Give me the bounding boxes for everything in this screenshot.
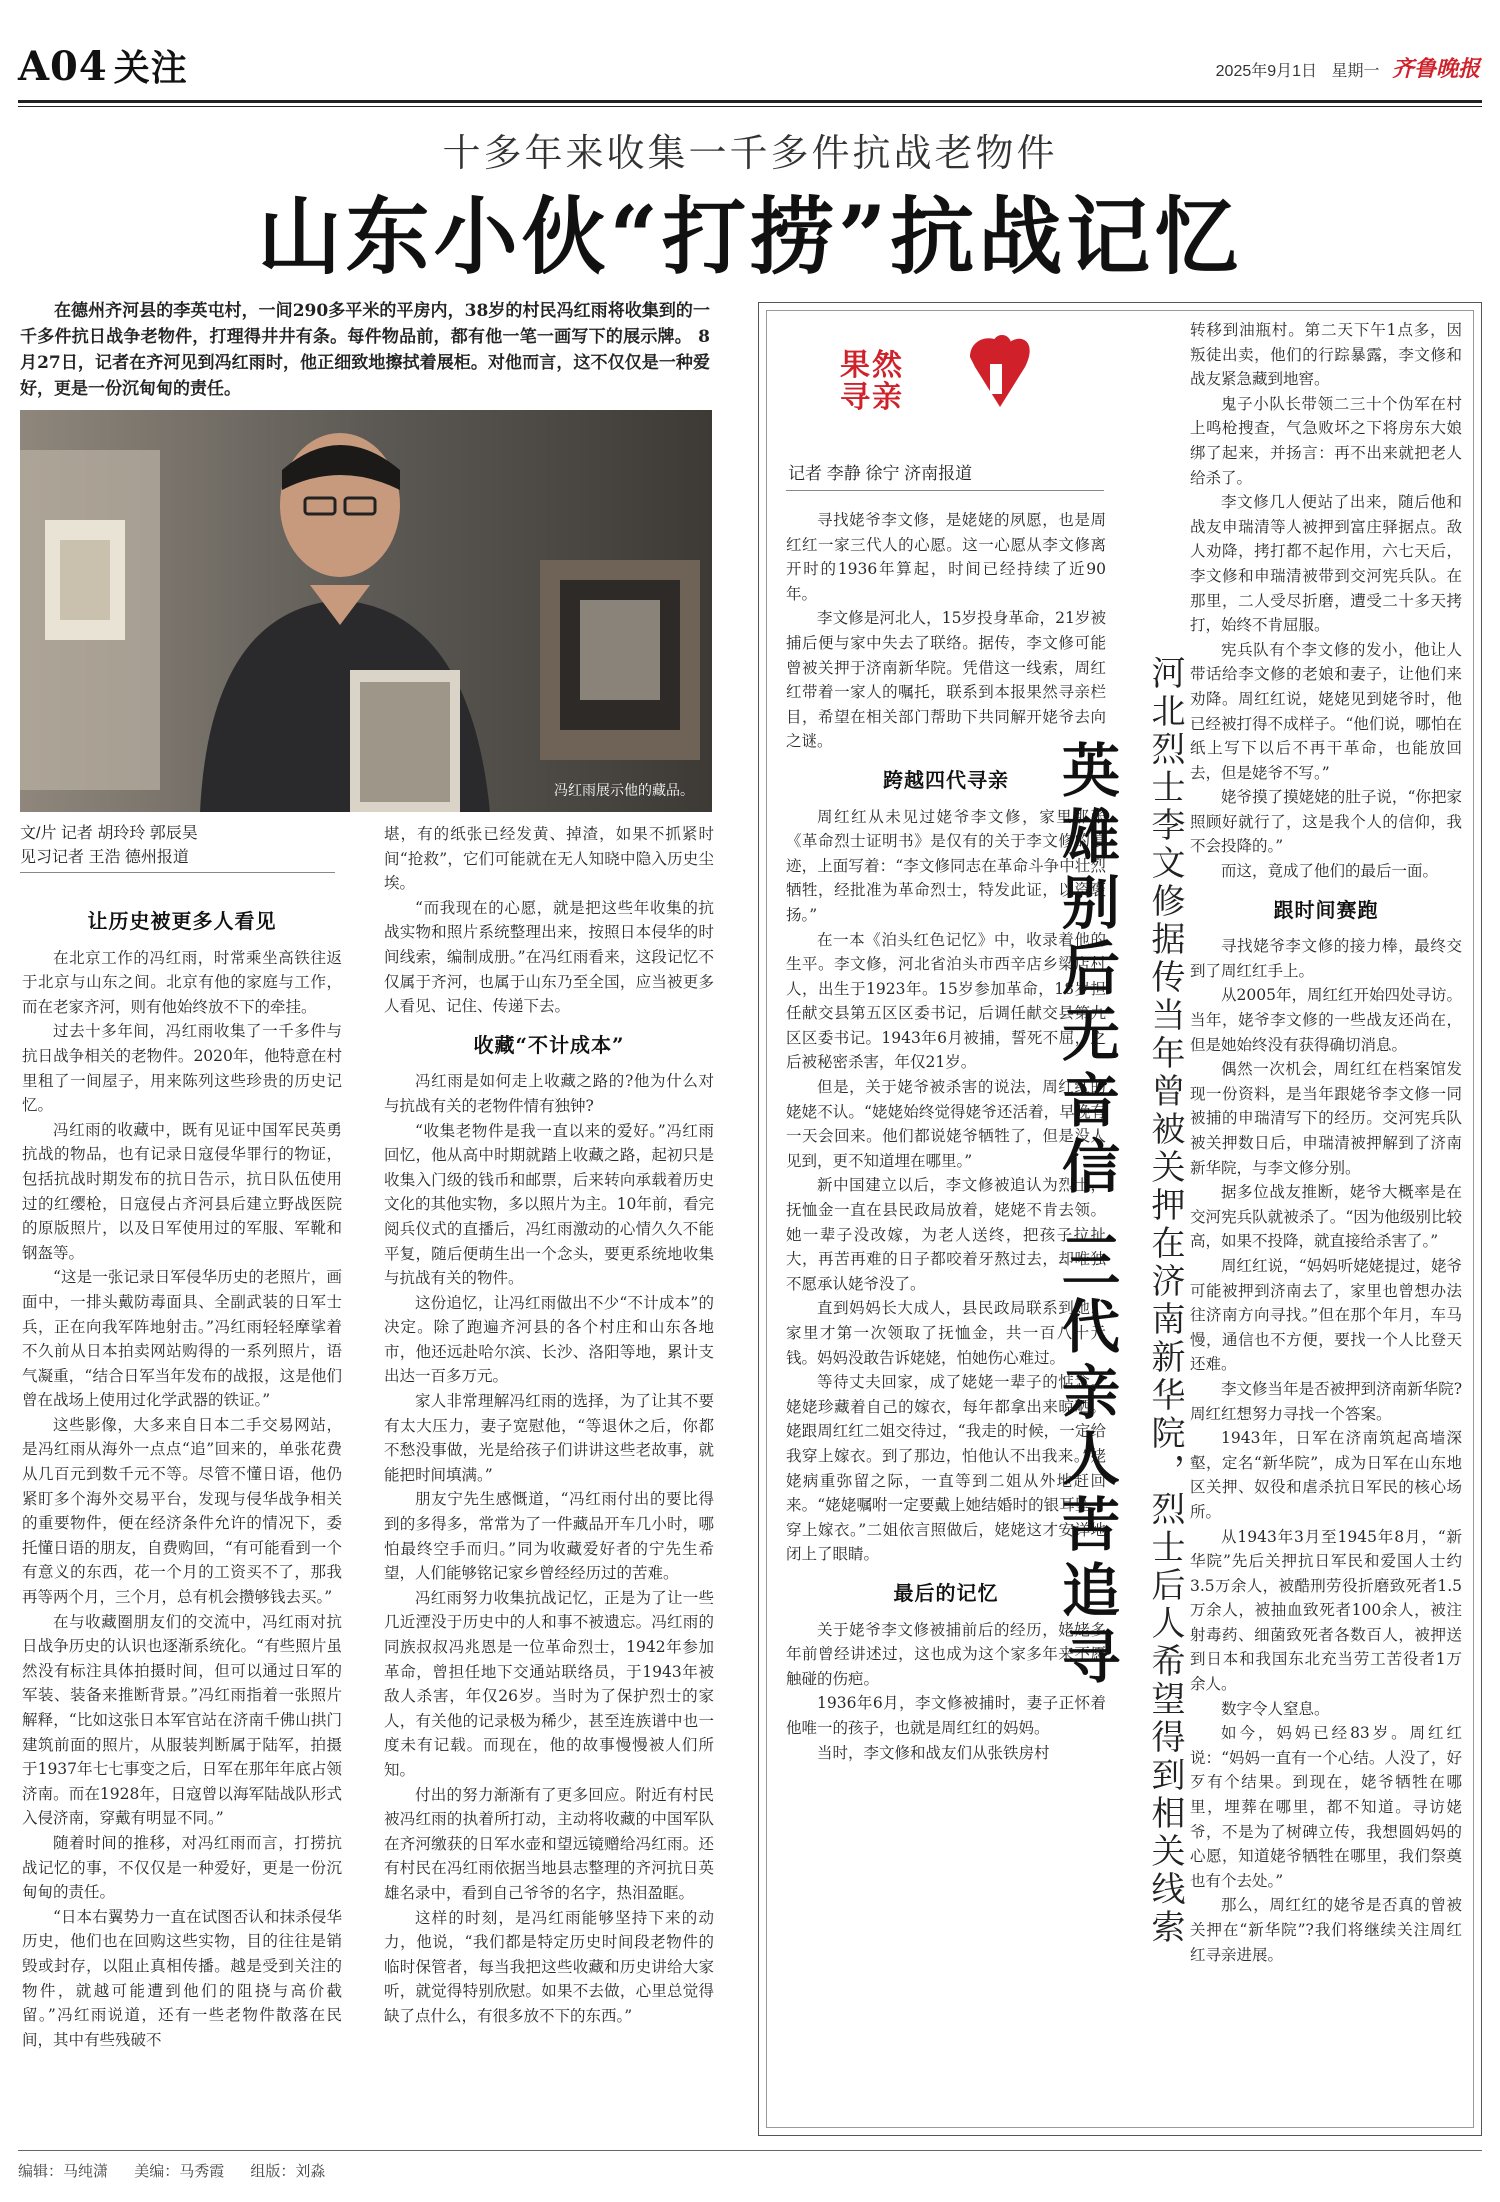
paragraph: “这是一张记录日军侵华历史的老照片，画面中，一排头戴防毒面具、全副武装的日军士兵，正在向我军阵地射击。”冯红雨轻轻摩挲着不久前从日本拍卖网站购得的一系列照片，语气凝重，“结合日军当年发布的战报，这是他们曾在战场上使用过化学武器的铁证。” — [22, 1268, 342, 1410]
photo-caption: 冯红雨展示他的藏品。 — [554, 782, 694, 798]
paragraph: “而我现在的心愿，就是把这些年收集的抗战实物和照片系统整理出来，按照日本侵华的时间线索，编制成册。”在冯红雨看来，这段记忆不仅属于齐河，也属于山东乃至全国，应当被更多人看见、记住、传递下去。 — [384, 898, 714, 1016]
paragraph: 这份追忆，让冯红雨做出不少“不计成本”的决定。除了跑遍齐河县的各个村庄和山东各地市，他还远赴哈尔滨、长沙、洛阳等地，累计支出达一百多万元。 — [384, 1293, 714, 1386]
paragraph: 等待丈夫回家，成了姥姥一辈子的惦念。姥姥珍藏着自己的嫁衣，每年都拿出来晾晒。姥跟周红红二姐交待过，“我走的时候，一定给我穿上嫁衣。到了那边，怕他认不出我来。”姥姥病重弥留之际，一直等到二姐从外地赶回来。“姥姥嘱咐一定要戴上她结婚时的银耳坠，穿上嫁衣。”二姐依言照做后，姥姥这才安详地闭上了眼睛。 — [786, 1373, 1106, 1564]
paragraph: 当时，李文修和战友们从张铁房村 — [817, 1743, 1050, 1762]
paragraph: “收集老物件是我一直以来的爱好。”冯红雨回忆，他从高中时期就踏上收藏之路，起初只是收集入门级的钱币和邮票，后来转向承载着历史文化的其他实物，多以照片为主。10年前，看完阅兵仪式的直播后，冯红雨激动的心情久久不能平复，随后便萌生出一个念头，要更系统地收集与抗战有关的物件。 — [384, 1121, 714, 1288]
section-heading: 跨越四代寻亲 — [883, 767, 1009, 792]
paragraph: 直到妈妈长大成人，县民政局联系到她，家里才第一次领取了抚恤金，共一百八十元钱。妈妈没敢告诉姥姥，怕她伤心难过。 — [786, 1299, 1106, 1367]
paragraph: 鬼子小队长带领二三十个伪军在村上鸣枪搜查，气急败坏之下将房东大娘绑了起来，并扬言：再不出来就把老人给杀了。 — [1190, 394, 1462, 487]
byline-line: 文/片 记者 胡玲玲 郭辰昊 — [20, 825, 198, 842]
paragraph: 转移到油瓶村。第二天下午1点多，因叛徒出卖，他们的行踪暴露，李文修和战友紧急藏到地窖。 — [1190, 321, 1462, 389]
byline-line: 见习记者 王浩 德州报道 — [20, 849, 189, 866]
paragraph: 周红红从未见过姥爷李文修，家里那张《革命烈士证明书》是仅有的关于李文修的痕迹，上面写着：“李文修同志在革命斗争中壮烈牺牲，经批准为革命烈士，特发此证，以资褒扬。” — [786, 807, 1106, 924]
paragraph: 从2005年，周红红开始四处寻访。当年，姥爷李文修的一些战友还尚在，但是她始终没有获得确切消息。 — [1190, 986, 1462, 1054]
paragraph: 在一本《泊头红色记忆》中，收录着他的生平。李文修，河北省泊头市西辛店乡梁店村人，出生于1923年。15岁参加革命，18岁担任献交县第五区区委书记，后调任献交县第九区区委书记。1943年6月被捕，誓死不屈，之后被秘密杀害，年仅21岁。 — [786, 930, 1106, 1072]
article2-subheadline: 河北烈士李文修据传当年曾被关押在济南新华院，烈士后人希望得到相关线索 — [1145, 655, 1185, 1947]
paragraph: 李文修是河北人，15岁投身革命，21岁被捕后便与家中失去了联络。据传，李文修可能曾被关押于济南新华院。凭借这一线索，周红红带着一家人的嘱托，联系到本报果然寻亲栏目，希望在相关部门帮助下共同解开姥爷去向之谜。 — [786, 609, 1106, 751]
article-headline: 山东小伙“打捞”抗战记忆 — [257, 187, 1243, 286]
paragraph: 朋友宁先生感慨道，“冯红雨付出的要比得到的多得多，常常为了一件藏品开车几小时，哪怕最终空手而归。”同为收藏爱好者的宁先生希望，人们能够铭记家乡曾经经历过的苦难。 — [384, 1490, 714, 1583]
article-kicker: 十多年来收集一千多件抗战老物件 — [442, 131, 1058, 175]
paragraph: 1936年6月，李文修被捕时，妻子正怀着他唯一的孩子，也就是周红红的妈妈。 — [786, 1694, 1106, 1737]
paragraph: 随着时间的推移，对冯红雨而言，打捞抗战记忆的事，不仅仅是一种爱好，更是一份沉甸甸的责任。 — [22, 1833, 342, 1902]
art-editor-credit: 美编：马秀霞 — [134, 2163, 225, 2180]
paragraph: 冯红雨是如何走上收藏之路的?他为什么对与抗战有关的老物件情有独钟? — [384, 1072, 714, 1115]
article-photo — [20, 410, 712, 812]
paragraph: 偶然一次机会，周红红在档案馆发现一份资料，是当年跟姥爷李文修一同被捕的申瑞清写下的经历。交河宪兵队被关押数日后，申瑞清被押解到了济南新华院，与李文修分别。 — [1190, 1060, 1462, 1177]
issue-weekday: 星期一 — [1331, 63, 1380, 80]
section-heading: 最后的记忆 — [893, 1580, 999, 1605]
page-section-label — [18, 40, 188, 91]
section-name: 关注 — [113, 47, 188, 89]
article-byline — [20, 822, 198, 870]
paragraph: 但是，关于姥爷被杀害的说法，周红红的姥姥不认。“姥姥始终觉得姥爷还活着，早晚有一天会回来。他们都说姥爷牺牲了，但是没人见到，更不知道埋在哪里。” — [786, 1078, 1106, 1170]
paragraph: 李文修当年是否被押到济南新华院?周红红想努力寻找一个答案。 — [1190, 1379, 1462, 1423]
page-number: A04 — [18, 43, 108, 90]
paragraph: 宪兵队有个李文修的发小，他让人带话给李文修的老娘和妻子，让他们来劝降。周红红说，姥姥见到姥爷时，他已经被打得不成样子。“他们说，哪怕在纸上写下以后不再干革命，也能放回去，但是姥爷不写。” — [1190, 640, 1462, 782]
section-heading: 跟时间赛跑 — [1273, 897, 1379, 922]
layout-credit: 组版：刘淼 — [250, 2163, 326, 2180]
paragraph: 家人非常理解冯红雨的选择，为了让其不要有太大压力，妻子宽慰他，“等退休之后，你都不愁没事做，光是给孩子们讲讲这些老故事，就能把时间填满。” — [384, 1392, 714, 1484]
paragraph: “日本右翼势力一直在试图否认和抹杀侵华历史，他们也在回购这些实物，目的往往是销毁或封存，以阻止真相传播。越是受到关注的物件，就越可能遭到他们的阻挠与高价截留。”冯红雨说道，还有一些老物件散落在民间，其中有些残破不 — [22, 1907, 342, 2049]
editor-credit: 编辑：马纯潇 — [18, 2163, 109, 2180]
masthead-info — [1216, 52, 1480, 83]
paragraph: 1943年，日军在济南筑起高墙深壑，定名“新华院”，成为日军在山东地区关押、奴役和虐杀抗日军民的核心场所。 — [1190, 1429, 1462, 1521]
paragraph: 而这，竟成了他们的最后一面。 — [1221, 862, 1439, 881]
paragraph: 姥爷摸了摸姥姥的肚子说，“你把家照顾好就行了，这是我个人的信仰，我不会投降的。” — [1190, 788, 1462, 856]
paragraph: 如今，妈妈已经83岁。周红红说：“妈妈一直有一个心结。人没了，好歹有个结果。到现在，姥爷牺牲在哪里，埋葬在哪里，都不知道。寻访姥爷，不是为了树碑立传，我想圆妈妈的心愿，知道姥爷牺牲在哪里，我们祭奠也有个去处。” — [1190, 1724, 1462, 1890]
paragraph: 李文修几人便站了出来，随后他和战友申瑞清等人被押到富庄驿据点。敌人劝降，拷打都不起作用，六七天后，李文修和申瑞清被带到交河宪兵队。在那里，二人受尽折磨，遭受二十多天拷打，始终不肯屈服。 — [1190, 493, 1462, 635]
paragraph: 冯红雨努力收集抗战记忆，正是为了让一些几近湮没于历史中的人和事不被遗忘。冯红雨的同族叔叔冯兆恩是一位革命烈士，1942年参加革命，曾担任地下交通站联络员，于1943年被敌人杀害，年仅26岁。当时为了保护烈士的家人，有关他的记录极为稀少，甚至连族谱中也一度未有记载。而现在，他的故事慢慢被人们所知。 — [384, 1588, 714, 1779]
paragraph: 寻找姥爷李文修，是姥姥的夙愿，也是周红红一家三代人的心愿。这一心愿从李文修离开时的1936年算起，时间已经持续了近90年。 — [786, 511, 1106, 603]
footer-rule — [18, 2150, 1482, 2151]
header-rule-thin — [18, 106, 1482, 107]
paragraph: 在与收藏圈朋友们的交流中，冯红雨对抗日战争历史的认识也逐渐系统化。“有些照片虽然没有标注具体拍摄时间，但可以通过日军的军装、装备来推断背景。”冯红雨指着一张照片解释，“比如这张日本军官站在济南千佛山拱门建筑前面的照片，从服装判断属于陆军，拍摄于1937年七七事变之后，日军在那年年底占领济南。而在1928年，日寇曾以海军陆战队形式入侵济南，穿戴有明显不同。” — [22, 1612, 342, 1828]
paragraph: 新中国建立以后，李文修被追认为烈士，抚恤金一直在县民政局放着，姥姥不肯去领。她一辈子没改嫁，为老人送终，把孩子拉扯大，再苦再难的日子都咬着牙熬过去，却唯独不愿承认姥爷没了。 — [786, 1176, 1106, 1293]
issue-date: 2025年9月1日 — [1215, 63, 1318, 80]
article-lead: 在德州齐河县的李英屯村，一间290多平米的平房内，38岁的村民冯红雨将收集到的一千多件抗日战争老物件，打理得井井有条。每件物品前，都有他一笔一画写下的展示牌。 8月27日，记者在齐河见到冯红雨时，他正细致地擦拭着展柜。对他而言，这不仅仅是一种爱好，更是一份沉甸甸的责任。 — [20, 301, 710, 399]
article2-byline: 记者 李静 徐宁 济南报道 — [788, 464, 973, 483]
header-rule — [18, 100, 1482, 103]
article1-column-1 — [22, 895, 342, 2052]
paragraph: 寻找姥爷李文修的接力棒，最终交到了周红红手上。 — [1190, 937, 1462, 980]
paragraph: 据多位战友推断，姥爷大概率是在交河宪兵队就被杀了。“因为他级别比较高，如果不投降，就直接给杀害了。” — [1190, 1183, 1462, 1251]
byline-rule — [20, 872, 335, 873]
article1-column-2 — [384, 822, 714, 2029]
article2-column-b — [1190, 318, 1462, 1967]
paragraph: 在北京工作的冯红雨，时常乘坐高铁往返于北京与山东之间。北京有他的家庭与工作，而在老家齐河，则有他始终放不下的牵挂。 — [22, 948, 342, 1016]
section-heading: 让历史被更多人看见 — [87, 909, 277, 933]
paragraph: 付出的努力渐渐有了更多回应。附近有村民被冯红雨的执着所打动，主动将收藏的中国军队在齐河缴获的日军水壶和望远镜赠给冯红雨。还有村民在冯红雨依据当地县志整理的齐河抗日英雄名录中，看到自己爷爷的名字，热泪盈眶。 — [384, 1785, 714, 1902]
paragraph: 周红红说，“妈妈听姥姥提过，姥爷可能被押到济南去了，家里也曾想办法往济南方向寻找。”但在那个年月，车马慢，通信也不方便，要找一个人比登天还难。 — [1190, 1256, 1462, 1374]
paragraph: 数字令人窒息。 — [1221, 1699, 1330, 1718]
paragraph: 这些影像，大多来自日本二手交易网站，是冯红雨从海外一点点“追”回来的，单张花费从几百元到数千元不等。尽管不懂日语，他仍紧盯多个海外交易平台，发现与侵华战争相关的重要物件，便在经济条件允许的情况下，委托懂日语的朋友，自费购回，“有可能看到一个有意义的东西，花一个月的工资买不了，那我再等两个月，三个月，总有机会攒够钱去买。” — [22, 1415, 342, 1607]
paragraph: 过去十多年间，冯红雨收集了一千多件与抗日战争相关的老物件。2020年，他特意在村里租了一间屋子，用来陈列这些珍贵的历史记忆。 — [22, 1022, 342, 1115]
column-logo — [840, 322, 1050, 442]
column-logo-text: 果然寻亲 — [840, 348, 904, 415]
byline-rule — [786, 490, 1104, 491]
paper-logo: 齐鲁晚报 — [1391, 56, 1480, 82]
article2-headline: 英雄别后无音信 三代亲人苦追寻 — [1052, 740, 1120, 1693]
paragraph: 冯红雨的收藏中，既有见证中国军民英勇抗战的物品，也有记录日寇侵华罪行的物证，包括抗战时期发布的抗日告示，抗日队伍使用过的红缨枪，日寇侵占齐河县后建立野战医院的原版照片，以及日军使用过的军服、军靴和钢盔等。 — [22, 1120, 342, 1262]
paragraph: 那么，周红红的姥爷是否真的曾被关押在“新华院”?我们将继续关注周红红寻亲进展。 — [1190, 1896, 1462, 1964]
paragraph: 从1943年3月至1945年8月，“新华院”先后关押抗日军民和爱国人士约3.5万余人，被酷刑劳役折磨致死者1.5万余人，被抽血致死者100余人，被注射毒药、细菌致死者各数百人，被押送到日本和我国东北充当劳工苦役者1万余人。 — [1190, 1527, 1462, 1694]
paragraph: 这样的时刻，是冯红雨能够坚持下来的动力，他说，“我们都是特定历史时间段老物件的临时保管者，每当我把这些收藏和历史讲给大家听，就觉得特别欣慰。如果不去做，心里总觉得缺了点什么，有很多放不下的东西。” — [384, 1908, 714, 2025]
paragraph: 关于姥爷李文修被捕前后的经历，姥姥多年前曾经讲述过，这也成为这个家多年来不愿触碰的伤疤。 — [786, 1620, 1106, 1688]
section-heading: 收藏“不计成本” — [473, 1032, 625, 1057]
photo-illustration — [20, 410, 712, 812]
paragraph: 堪，有的纸张已经发黄、掉渣，如果不抓紧时间“抢救”，它们可能就在无人知晓中隐入历史尘埃。 — [384, 825, 714, 893]
page-footer — [18, 2160, 347, 2181]
